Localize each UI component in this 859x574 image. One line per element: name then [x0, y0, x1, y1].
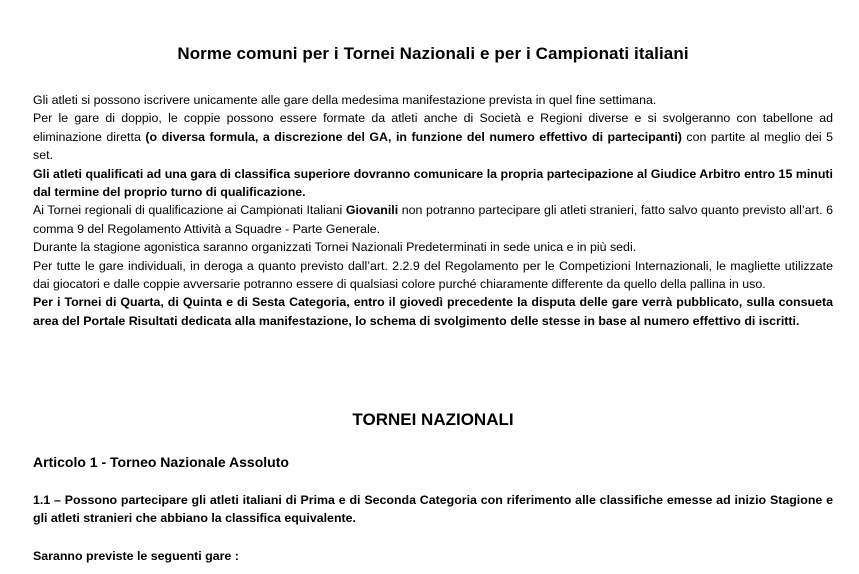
paragraph-doppio-end: con partite al meglio dei 5 set.: [33, 129, 834, 163]
common-rules-body: [33, 91, 833, 330]
section-title: TORNEI NAZIONALI: [352, 410, 514, 429]
paragraph-tornei-regionali-start: Ai Tornei regionali di qualificazione ai Campionati Italiani: [33, 203, 346, 218]
paragraph-doppio-bold: (o diversa formula, a discrezione del GA, in funzione del numero effettivo di partecipanti): [145, 129, 682, 144]
article-paragraph: 1.1 – Possono partecipare gli atleti italiani di Prima e di Seconda Categoria con riferimento alle classifiche emesse ad inizio Stagione e gli atleti stranieri che abbiano la classifica equivalente.: [33, 493, 833, 526]
paragraph-tornei-regionali-bold: Giovanili: [345, 203, 399, 218]
paragraph-magliette: Per tutte le gare individuali, in deroga a quanto previsto dall’art. 2.2.9 del Regolamento per le Competizioni Internazionali, le magliette utilizzate dai giocatori e dalle coppie avversarie potranno essere di qualsiasi colore purché chiaramente differente da quello della pallina in uso.: [33, 258, 833, 292]
paragraph-categorie: Per i Tornei di Quarta, di Quinta e di Sesta Categoria, entro il giovedì precedente la disputa delle gare verrà pubblicato, sulla consueta area del Portale Risultati dedicata alla manifestazione, lo schema di svolgimento delle stesse in base al numero effettivo di iscritti.: [33, 295, 833, 328]
paragraph-doppio: [33, 109, 833, 164]
paragraph-iscrizione: Gli atleti si possono iscrivere unicamente alle gare della medesima manifestazione prevista in quel fine settimana.: [33, 93, 657, 107]
paragraph-tornei-regionali: [33, 201, 833, 238]
paragraph-qualificati: Gli atleti qualificati ad una gara di classifica superiore dovranno comunicare la propria partecipazione al Giudice Arbitro entro 15 minuti dal termine del proprio turno di qualificazione.: [33, 166, 833, 200]
paragraph-stagione: Durante la stagione agonistica saranno organizzati Tornei Nazionali Predeterminati in sede unica e in più sedi.: [33, 240, 637, 255]
gare-line: Saranno previste le seguenti gare :: [33, 549, 239, 563]
document-title: Norme comuni per i Tornei Nazionali e per i Campionati italiani: [177, 44, 689, 63]
paragraph-doppio-text: Per le gare di doppio, le coppie possono essere formate da atleti anche di Società e Regioni diverse e si svolgeranno con tabellone ad eliminazione diretta: [33, 111, 833, 144]
paragraph-tornei-regionali-end: non potranno partecipare gli atleti stranieri, fatto salvo quanto previsto all’art. 6 comma 9 del Regolamento Attività a Squadre - Parte Generale.: [33, 203, 833, 236]
article-title: Articolo 1 - Torneo Nazionale Assoluto: [33, 454, 289, 470]
